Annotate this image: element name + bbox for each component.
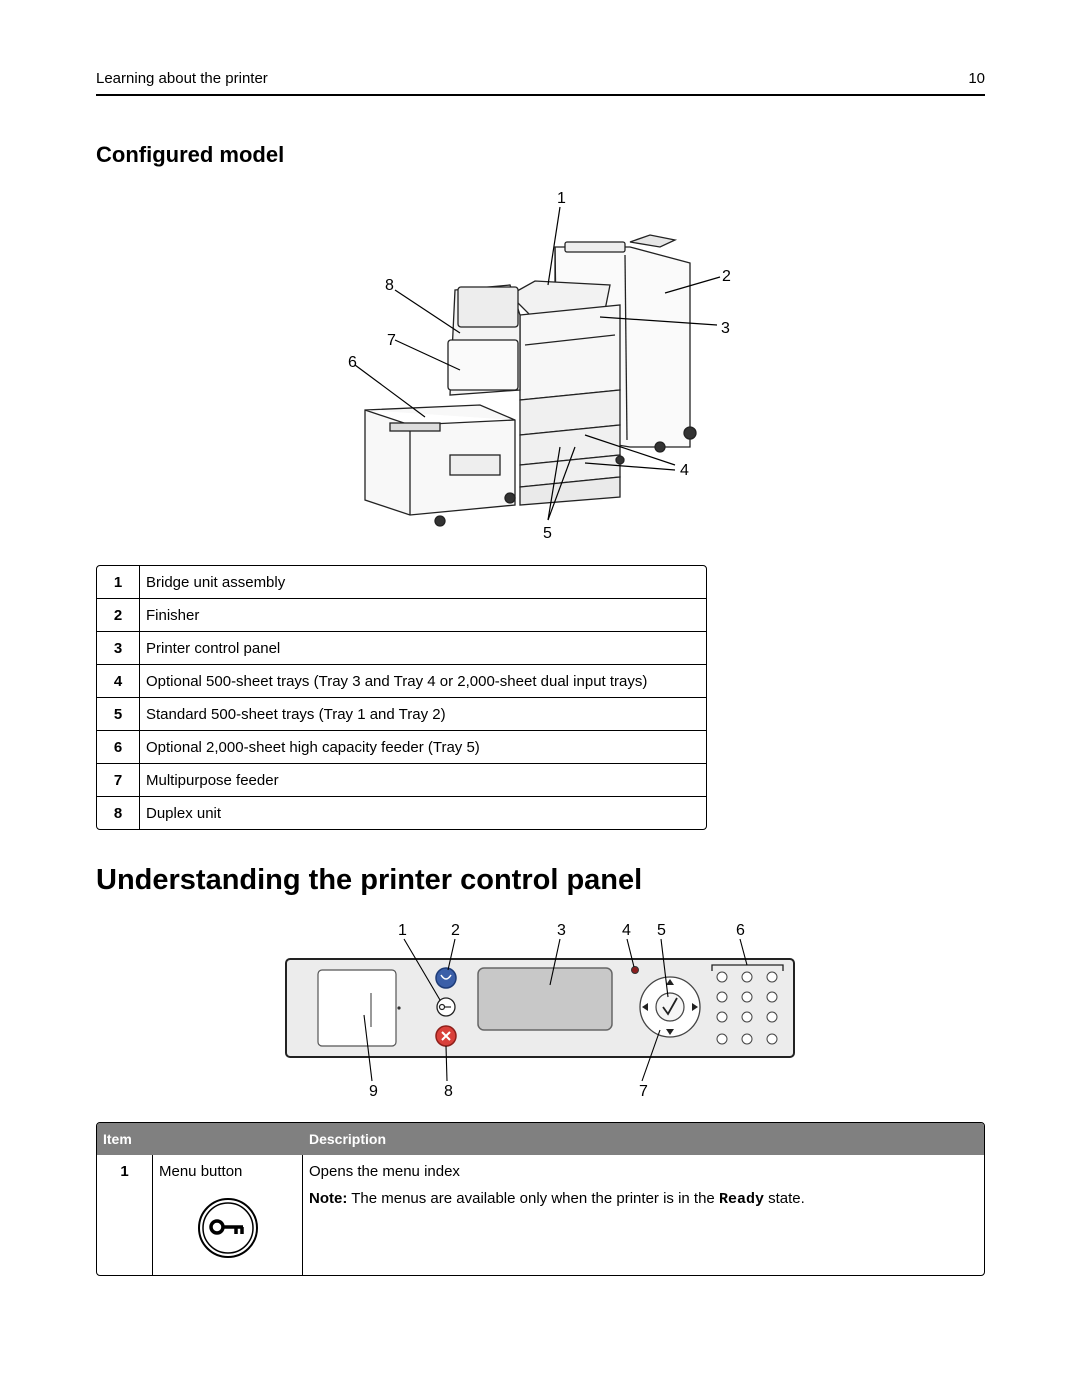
- row-number: 4: [97, 664, 140, 697]
- row-label: Multipurpose feeder: [140, 763, 706, 796]
- row-number: 2: [97, 598, 140, 631]
- fig1-callout-1: 1: [557, 190, 566, 207]
- fig2-callout-8: 8: [444, 1083, 453, 1100]
- section-heading-configured-model: Configured model: [96, 142, 285, 167]
- control-panel-figure: [280, 915, 800, 1105]
- row-label: Standard 500-sheet trays (Tray 1 and Tray 2): [140, 697, 706, 730]
- row-number: 7: [97, 763, 140, 796]
- fig1-callout-2: 2: [722, 268, 731, 285]
- fig2-callout-3: 3: [557, 922, 566, 939]
- row-label: Optional 2,000-sheet high capacity feeder (Tray 5): [140, 730, 706, 763]
- header-description: Description: [303, 1123, 984, 1155]
- note-text-end: state.: [763, 1190, 805, 1207]
- table-header-row: [97, 1123, 984, 1155]
- key-button-figure: [437, 998, 455, 1016]
- table-row: [97, 631, 706, 664]
- fig2-callout-9: 9: [369, 1083, 378, 1100]
- table-row: [97, 763, 706, 796]
- row-number: 6: [97, 730, 140, 763]
- description-cell: [303, 1155, 984, 1275]
- fig1-callout-7: 7: [387, 332, 396, 349]
- fig2-callout-6: 6: [736, 922, 745, 939]
- stop-button-figure: [436, 1026, 456, 1046]
- note-label: Note:: [309, 1190, 348, 1207]
- menu-button-figure: [436, 968, 456, 988]
- configured-model-figure: [330, 185, 750, 545]
- note-code: Ready: [718, 1191, 764, 1208]
- table-row: [97, 566, 706, 598]
- fig1-callout-4: 4: [680, 462, 689, 479]
- row-number: 5: [97, 697, 140, 730]
- item-note: [309, 1190, 978, 1208]
- row-label: Duplex unit: [140, 796, 706, 829]
- table-row: [97, 664, 706, 697]
- item-cell: [153, 1155, 303, 1275]
- row-number: 8: [97, 796, 140, 829]
- fig2-callout-4: 4: [622, 922, 631, 939]
- header-title: Learning about the printer: [96, 70, 268, 87]
- parts-table: [96, 565, 707, 830]
- fig1-callout-5: 5: [543, 525, 552, 542]
- page-number: 10: [968, 70, 985, 87]
- running-header: [96, 70, 985, 96]
- fig1-callout-6: 6: [348, 354, 357, 371]
- fig1-callout-3: 3: [721, 320, 730, 337]
- row-label: Bridge unit assembly: [146, 573, 286, 591]
- fig2-callout-5: 5: [657, 922, 666, 939]
- fig1-callout-8: 8: [385, 277, 394, 294]
- row-number: 1: [97, 566, 140, 598]
- row-label: Optional 500-sheet trays (Tray 3 and Tray 4 or 2,000-sheet dual input trays): [140, 664, 706, 697]
- item-description: Opens the menu index: [309, 1163, 460, 1180]
- navigation-pad-figure: [640, 977, 700, 1037]
- fig2-callout-1: 1: [398, 922, 407, 939]
- item-name: Menu button: [159, 1163, 243, 1180]
- fig2-callout-7: 7: [639, 1083, 648, 1100]
- fig2-callout-2: 2: [451, 922, 460, 939]
- note-text: The menus are available only when the printer is in the: [347, 1190, 719, 1207]
- control-panel-items-table: [96, 1122, 985, 1276]
- table-row: [97, 598, 706, 631]
- key-icon: [197, 1197, 259, 1259]
- row-number: 3: [97, 631, 140, 664]
- row-label: Printer control panel: [140, 631, 706, 664]
- header-item: Item: [97, 1123, 303, 1155]
- row-number: 1: [97, 1155, 153, 1275]
- row-label: Finisher: [140, 598, 706, 631]
- table-row: [97, 1155, 984, 1275]
- table-row: [97, 697, 706, 730]
- table-row: [97, 796, 706, 829]
- table-row: [97, 730, 706, 763]
- section-heading-control-panel: Understanding the printer control panel: [96, 864, 643, 896]
